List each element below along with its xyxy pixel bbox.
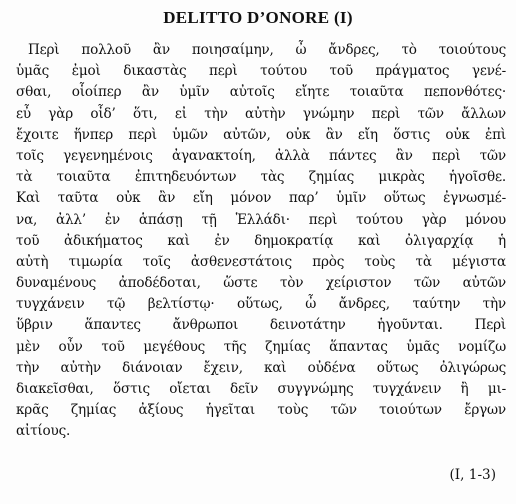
passage-line: δυναμένους ἀποδέδοται, ὥστε τὸν χείριστον τῶν αὐτῶν: [16, 275, 506, 292]
document-title: DELITTO D’ONORE (I): [163, 8, 353, 27]
passage-line: εὖ γὰρ οἶδ’ ὅτι, εἰ τὴν αὐτὴν γνώμην περὶ τῶν ἄλλων: [16, 105, 506, 122]
passage-line: ὕβριν ἅπαντες ἄνθρωποι δεινοτάτην ἡγοῦνται. Περὶ: [16, 317, 506, 334]
passage-line: μὲν οὖν τοῦ μεγέθους τῆς ζημίας ἅπαντας ὑμᾶς νομίζω: [16, 338, 506, 355]
greek-passage: [16, 40, 506, 443]
passage-line: Περὶ πολλοῦ ἂν ποιησαίμην, ὦ ἄνδρες, τὸ τοιούτους: [28, 42, 506, 58]
passage-line: ὑμᾶς ἐμοὶ δικαστὰς περὶ τούτου τοῦ πράγματος γενέ-: [16, 63, 506, 80]
passage-line: κρᾶς ζημίας ἀξίους ἡγεῖται τοὺς τῶν τοιούτων ἔργων: [16, 402, 506, 419]
passage-line: τοῦ ἀδικήματος καὶ ἐν δημοκρατίᾳ καὶ ὀλιγαρχίᾳ ἡ: [16, 232, 506, 249]
source-reference: (I, 1-3): [449, 467, 496, 483]
passage-line: σθαι, οἷοίπερ ἂν ὑμῖν αὐτοῖς εἴητε τοιαῦτα πεπονθότες·: [16, 84, 506, 101]
passage-line: να, ἀλλ’ ἐν ἁπάσῃ τῇ Ἑλλάδι· περὶ τούτου γὰρ μόνου: [16, 211, 506, 228]
passage-line: Καὶ ταῦτα οὐκ ἂν εἴη μόνον παρ’ ὑμῖν οὕτως ἐγνωσμέ-: [16, 190, 506, 207]
passage-line: τὴν αὐτὴν διάνοιαν ἔχειν, καὶ οὐδένα οὕτως ὀλιγώρως: [16, 359, 506, 376]
passage-line: αὐτὴ τιμωρία τοῖς ἀσθενεστάτοις πρὸς τοὺς τὰ μέγιστα: [16, 253, 506, 270]
passage-line: διακεῖσθαι, ὅστις οἴεται δεῖν συγγνώμης τυγχάνειν ἢ μι-: [16, 381, 506, 397]
passage-line: αἰτίους.: [16, 423, 71, 440]
passage-line: τοῖς γεγενημένοις ἀγανακτοίη, ἀλλὰ πάντες ἂν περὶ τῶν: [16, 147, 506, 164]
passage-line: τυγχάνειν τῷ βελτίστῳ· οὕτως, ὦ ἄνδρες, ταύτην τὴν: [16, 296, 506, 313]
passage-line: τὰ τοιαῦτα ἐπιτηδευόντων τὰς ζημίας μικρὰς ἡγοῖσθε.: [16, 169, 506, 186]
passage-line: ἔχοιτε ἥνπερ περὶ ὑμῶν αὐτῶν, οὐκ ἂν εἴη ὅστις οὐκ ἐπὶ: [16, 126, 506, 143]
